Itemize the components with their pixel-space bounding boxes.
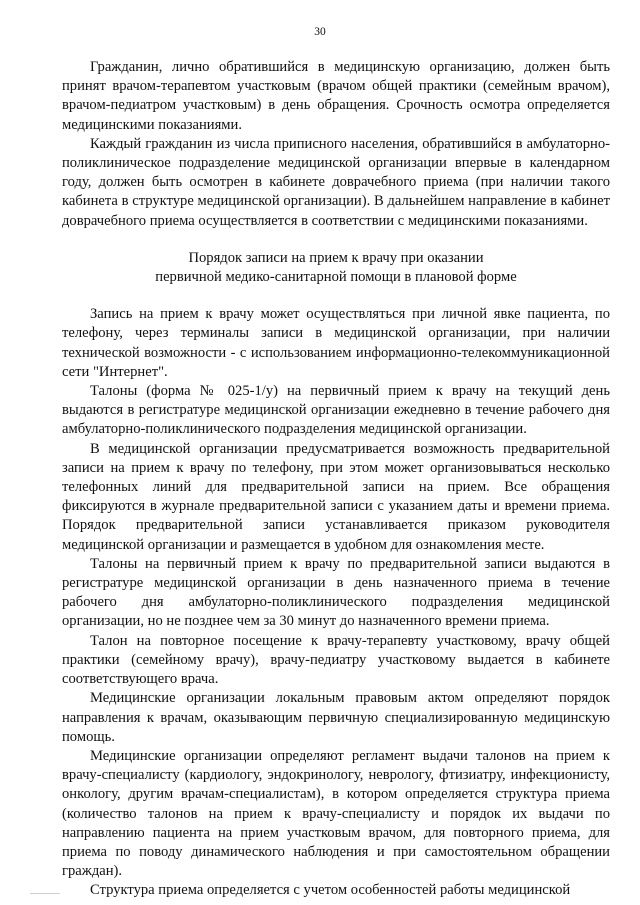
paragraph: Медицинские организации определяют регламент выдачи талонов на прием к врачу-специалисту (кардиологу, эндокринологу, неврологу, фтизиатру, инфекционисту, онкологу, другим врачам-специалистам), в котором определяется структура приема (количество талонов на прием к врачу-специалисту и порядок их выдачи по направлению пациента на прием участковым врачом, для повторного приема, для приема по поводу динамического наблюдения и при самостоятельном обращении граждан). bbox=[62, 747, 610, 880]
paragraph: Талоны (форма № 025-1/у) на первичный прием к врачу на текущий день выдаются в регистратуре медицинской организации ежедневно в течение рабочего дня амбулаторно-поликлинического подразделения медицинской организации. bbox=[62, 383, 610, 438]
paragraph: В медицинской организации предусматривается возможность предварительной записи на прием к врачу по телефону, при этом может организовываться несколько телефонных линий для предварительной записи на прием. Все обращения фиксируются в журнале предварительной записи с указанием даты и времени приема. Порядок предварительной записи устанавливается приказом руководителя медицинской организации и размещается в удобном для ознакомления месте. bbox=[62, 440, 610, 553]
document-body bbox=[62, 58, 610, 901]
section-heading bbox=[62, 249, 610, 287]
section-heading-line: первичной медико-санитарной помощи в плановой форме bbox=[155, 269, 517, 286]
paragraph: Запись на прием к врачу может осуществляться при личной явке пациента, по телефону, через терминалы записи в медицинской организации, при наличии технической возможности - с использованием информационно-телекоммуникационной сети "Интернет". bbox=[62, 306, 610, 380]
paragraph: Медицинские организации локальным правовым актом определяют порядок направления к врачам, оказывающим первичную специализированную медицинскую помощь. bbox=[62, 690, 610, 745]
page-number: 30 bbox=[314, 26, 326, 38]
paragraph: Талон на повторное посещение к врачу-терапевту участковому, врачу общей практики (семейному врачу), врачу-педиатру участковому выдается в кабинете соответствующего врача. bbox=[62, 632, 610, 688]
paragraph: Каждый гражданин из числа приписного населения, обратившийся в амбулаторно-поликлиническое подразделение медицинской организации впервые в календарном году, должен быть осмотрен в кабинете доврачебного приема (при наличии такого кабинета в структуре медицинской организации). В дальнейшем направление в кабинет доврачебного приема осуществляется в соответствии с медицинскими показаниями. bbox=[62, 135, 610, 229]
paragraph: Гражданин, лично обратившийся в медицинскую организацию, должен быть принят врачом-терапевтом участковым (врачом общей практики (семейным врачом), врачом-педиатром участковым) в день обращения. Срочность осмотра определяется медицинскими показаниями. bbox=[62, 59, 610, 133]
paragraph: Структура приема определяется с учетом особенностей работы медицинской bbox=[90, 882, 571, 899]
paragraph: Талоны на первичный прием к врачу по предварительной записи выдаются в регистратуре медицинской организации в день назначенного приема в течение рабочего дня амбулаторно-поликлинического подразделения медицинской организации, но не позднее чем за 30 минут до назначенного времени приема. bbox=[62, 555, 610, 630]
section-heading-line: Порядок записи на прием к врачу при оказании bbox=[188, 249, 484, 266]
scan-artifact bbox=[30, 893, 60, 894]
